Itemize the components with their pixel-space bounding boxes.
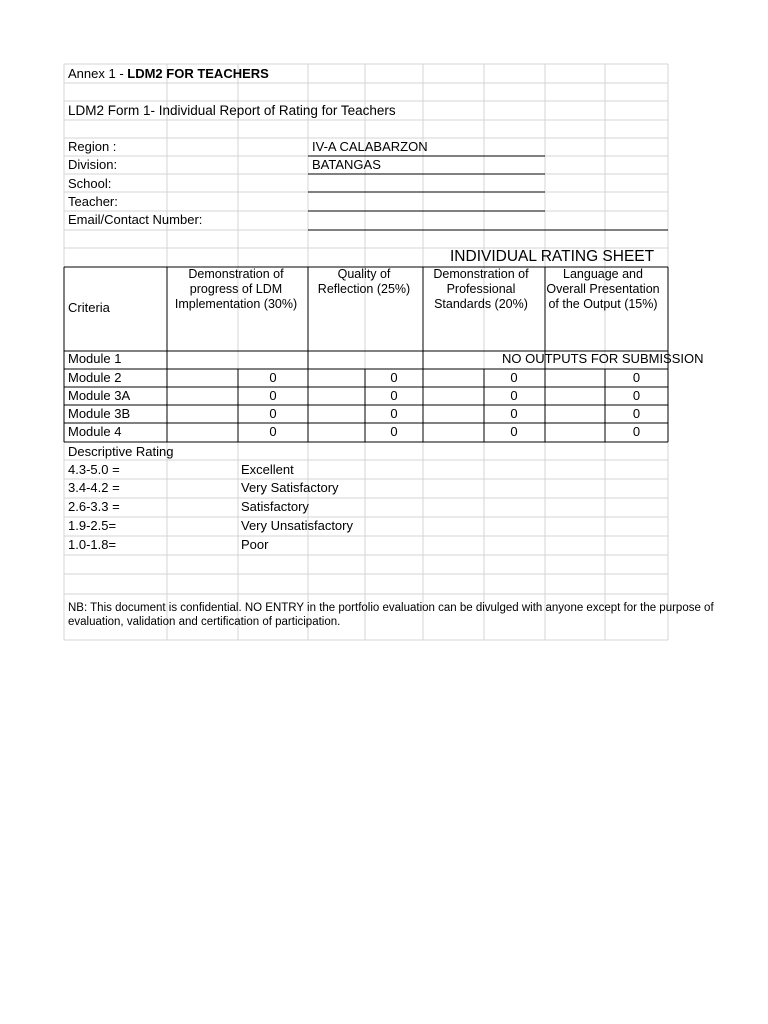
ldm-implementation-header: Demonstration of progress of LDM Implementation (30%) [174, 267, 298, 311]
annex-prefix: Annex 1 - [68, 66, 128, 81]
module-4-score-4: 0 [632, 424, 641, 439]
module-4-score-3: 0 [510, 424, 518, 439]
module-3b-score-1: 0 [269, 406, 277, 421]
region-value: IV-A CALABARZON [312, 139, 428, 154]
module-2-score-2: 0 [390, 370, 398, 385]
rating-label-5: Poor [241, 537, 269, 552]
module-3a-score-3: 0 [510, 388, 518, 403]
module-2-score-1: 0 [269, 370, 277, 385]
module-2-label: Module 2 [68, 370, 122, 385]
confidentiality-note-line-2: evaluation, validation and certification of participation. [68, 616, 341, 628]
region-label: Region : [68, 139, 117, 154]
rating-range-1: 4.3-5.0 = [68, 462, 120, 477]
rating-sheet [64, 64, 714, 640]
module-3a-score-2: 0 [390, 388, 398, 403]
professional-standards-header: Demonstration of Professional Standards (20%) [433, 267, 529, 311]
rating-range-2: 3.4-4.2 = [68, 480, 120, 495]
rating-range-3: 2.6-3.3 = [68, 499, 120, 514]
sheet-title: INDIVIDUAL RATING SHEET [450, 248, 655, 265]
module-3b-score-4: 0 [632, 406, 641, 421]
rating-label-3: Satisfactory [241, 499, 309, 514]
module-1-label: Module 1 [68, 351, 122, 366]
module-3a-label: Module 3A [68, 388, 131, 403]
rating-label-2: Very Satisfactory [241, 480, 339, 495]
language-presentation-header: Language and Overall Presentation of the Output (15%) [546, 267, 660, 311]
module-4-label: Module 4 [68, 424, 122, 439]
school-label: School: [68, 176, 112, 191]
module-3b-score-2: 0 [390, 406, 398, 421]
quality-reflection-header: Quality of Reflection (25%) [317, 267, 411, 296]
annex-title [68, 66, 269, 82]
rating-range-4: 1.9-2.5= [68, 518, 117, 533]
rating-label-1: Excellent [241, 462, 294, 477]
teacher-label: Teacher: [68, 194, 118, 209]
module-3a-score-4: 0 [632, 388, 641, 403]
module-3a-score-1: 0 [269, 388, 277, 403]
annex-title-bold: LDM2 FOR TEACHERS [127, 66, 269, 81]
module-2-score-3: 0 [510, 370, 518, 385]
module-3b-label: Module 3B [68, 406, 131, 421]
descriptive-rating-title: Descriptive Rating [68, 444, 174, 459]
division-label: Division: [68, 157, 118, 172]
module-1-note: NO OUTPUTS FOR SUBMISSION [502, 351, 704, 366]
division-value: BATANGAS [312, 157, 381, 172]
form-title: LDM2 Form 1- Individual Report of Rating for Teachers [68, 103, 396, 118]
module-4-score-2: 0 [390, 424, 398, 439]
confidentiality-note-line-1: NB: This document is confidential. NO ENTRY in the portfolio evaluation can be divulged with anyone except for the purpose of [68, 602, 714, 614]
module-2-score-4: 0 [632, 370, 641, 385]
module-3b-score-3: 0 [510, 406, 518, 421]
rating-range-5: 1.0-1.8= [68, 537, 117, 552]
rating-label-4: Very Unsatisfactory [241, 518, 353, 533]
module-4-score-1: 0 [269, 424, 277, 439]
email-contact-label: Email/Contact Number: [68, 212, 203, 227]
criteria-header: Criteria [68, 300, 110, 315]
